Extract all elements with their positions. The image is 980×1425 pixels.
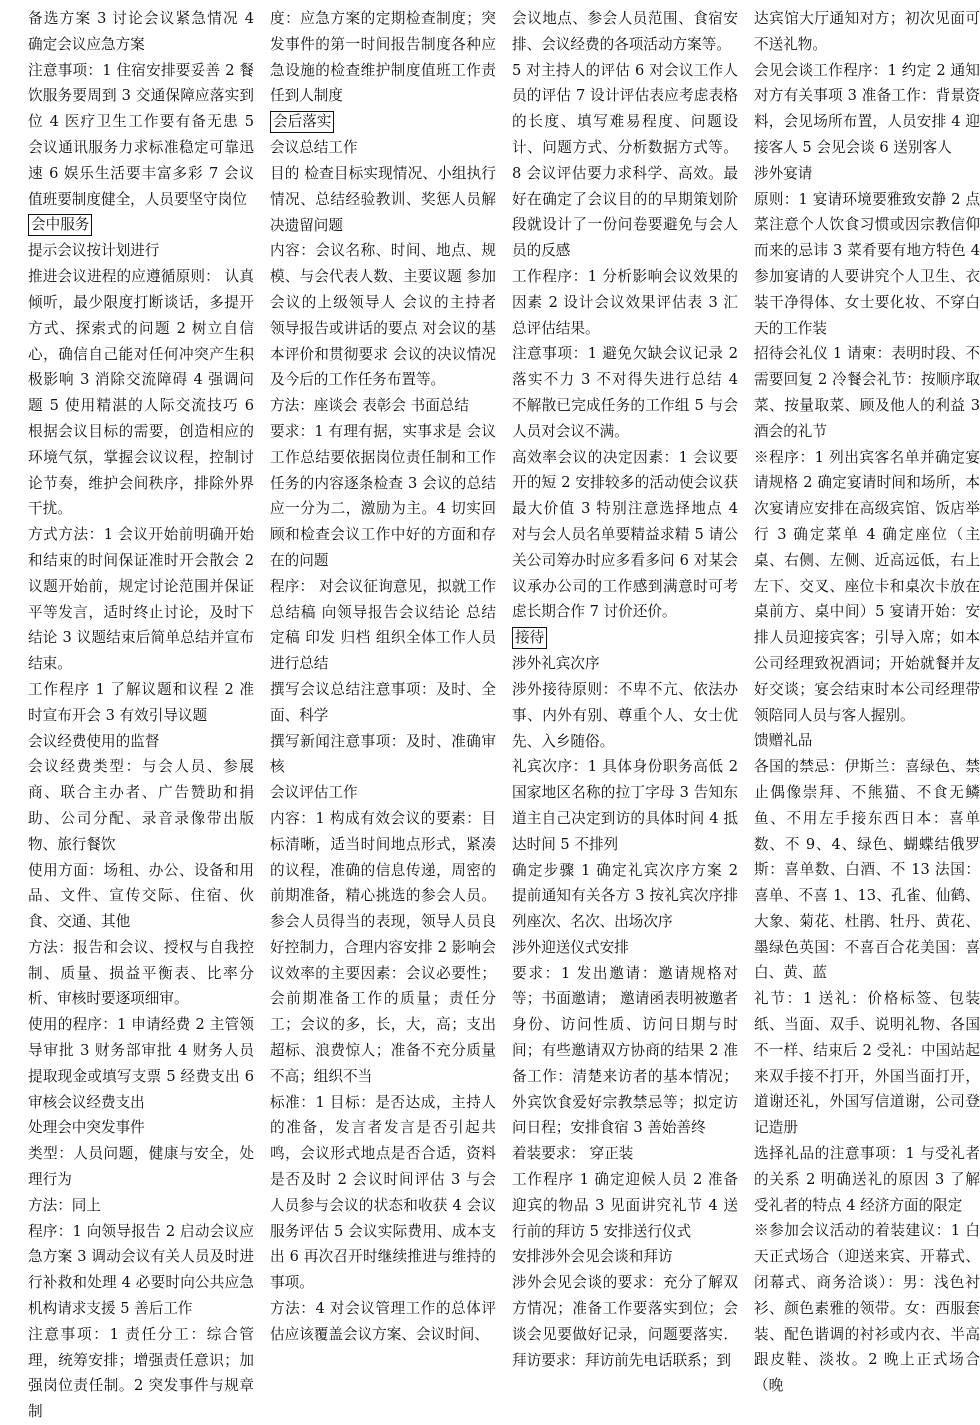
paragraph: 会议总结工作	[270, 139, 358, 157]
section-heading: 会中服务	[28, 214, 92, 236]
paragraph: 涉外接待原则：不卑不亢、依法办事、内外有别、尊重个人、女士优先、入乡随俗。	[512, 680, 738, 750]
paragraph: 着装要求： 穿正装	[512, 1145, 634, 1163]
paragraph: 撰写会议总结注意事项：及时、全面、科学	[270, 680, 496, 724]
paragraph: 涉外宴请	[754, 164, 813, 182]
paragraph: 选择礼品的注意事项：1 与受礼者的关系 2 明确送礼的原因 3 了解受礼者的特点 4 经济方面的限定	[754, 1145, 980, 1214]
paragraph: 会议经费类型：与会人员、参展商、联合主办者、广告赞助和捐助、公司分配、录音录像带出版物、旅行餐饮	[28, 758, 254, 853]
column-3	[512, 6, 738, 1425]
section-heading-wrap	[512, 625, 738, 651]
section-heading: 会后落实	[270, 111, 334, 133]
paragraph: 涉外礼宾次序	[512, 655, 600, 673]
section-heading-wrap	[28, 212, 254, 238]
paragraph: 达宾馆大厅通知对方；初次见面可不送礼物。	[754, 10, 980, 53]
paragraph: 提示会议按计划进行	[28, 242, 160, 260]
paragraph: 礼宾次序：1 具体身份职务高低 2 国家地区名称的拉丁字母 3 告知东道主自己决定到访的具体时间 4 抵达时间 5 不排列	[512, 758, 738, 853]
paragraph: 安排涉外会见会谈和拜访	[512, 1248, 673, 1266]
paragraph: 程序：1 向领导报告 2 启动会议应急方案 3 调动会议有关人员及时进行补救和处理 4 必要时向公共应急机构请求支援 5 善后工作	[28, 1222, 254, 1318]
paragraph: 涉外迎送仪式安排	[512, 938, 629, 956]
paragraph: 内容：1 构成有效会议的要素：目标清晰，适当时间地点形式，紧凑的议程，准确的信息传递，周密的前期准备，精心挑选的参会人员。参会人员得当的表现，领导人员良好控制力，合理内容安排 2 影响会议效率的主要因素：会议必要性；会前期准备工作的质量；责任分工；会议的多，长，大，高；支出超标、浪费惊人；准备不充分质量不高；组织不当	[270, 809, 496, 1085]
paragraph: 方法：同上	[28, 1196, 101, 1214]
paragraph: 工作程序 1 确定迎候人员 2 准备迎宾的物品 3 见面讲究礼节 4 送行前的拜访 5 安排送行仪式	[512, 1171, 738, 1240]
paragraph: 原则：1 宴请环境要雅致安静 2 点菜注意个人饮食习惯或因宗教信仰而来的忌讳 3 菜肴要有地方特色 4 参加宴请的人要讲究个人卫生、衣装干净得体、女士要化妆、不穿白天的工作装	[754, 190, 980, 337]
paragraph: 方法：座谈会 表彰会 书面总结	[270, 397, 469, 415]
paragraph: ※程序：1 列出宾客名单并确定宴请规格 2 确定宴请时间和场所，本次宴请应安排在高级宾馆、饭店举行 3 确定菜单 4 确定座位（主桌、右侧、左侧、近高远低，右上左下、交叉、座位卡和桌次卡放在桌前方、桌中间）5 宴请开始：安排人员迎接宾客；引导入席；如本公司经理致祝酒词；开始就餐并友好交谈；宴会结束时本公司经理带领陪同人员与客人握别。	[754, 448, 980, 724]
paragraph: 撰写新闻注意事项：及时、准确审核	[270, 732, 496, 776]
paragraph: 会议地点、参会人员范围、食宿安排、会议经费的各项活动方案等。	[512, 10, 738, 53]
paragraph: 招待会礼仪 1 请柬：表明时段、不需要回复 2 冷餐会礼节：按顺序取菜、按量取菜、顾及他人的利益 3 酒会的礼节	[754, 345, 980, 440]
paragraph: 内容：会议名称、时间、地点、规模、与会代表人数、主要议题 参加会议的上级领导人 会议的主持者 领导报告或讲话的要点 对会议的基本评价和贯彻要求 会议的决议情况及今后的工作任务布置等。	[270, 242, 496, 389]
paragraph: 推进会议进程的应遵循原则： 认真倾听，最少限度打断谈话，多提开方式、探索式的问题 2 树立自信心，确信自己能对任何冲突产生积极影响 3 消除交流障碍 4 强调问题 5 使用精湛的人际交流技巧 6 根据会议目标的需要，创造相应的环境气氛，掌握会议议程，控制讨论节奏，维护会间秩序，排除外界干扰。	[28, 268, 254, 518]
column-1	[28, 6, 254, 1425]
paragraph: 注意事项：1 责任分工：综合管理，统筹安排；增强责任意识；加强岗位责任制。2 突发事件与规章制	[28, 1325, 254, 1421]
paragraph: 高效率会议的决定因素：1 会议要开的短 2 安排较多的活动使会议获最大价值 3 特别注意选择地点 4 对与会人员名单要精益求精 5 请公关公司筹办时应多看多问 6 对某会议承办公司的工作感到满意时可考虑长期合作 7 讨价还价。	[512, 448, 738, 621]
paragraph: 使用的程序：1 申请经费 2 主管领导审批 3 财务部审批 4 财务人员提取现金或填写支票 5 经费支出 6 审核会议经费支出	[28, 1016, 254, 1111]
column-2	[270, 6, 496, 1425]
paragraph: 目的 检查目标实现情况、小组执行情况、总结经验教训、奖惩人员解决遗留问题	[270, 164, 496, 234]
paragraph: 要求：1 发出邀请：邀请规格对等；书面邀请； 邀请函表明被邀者身份、访问性质、访问日期与时间；有些邀请双方协商的结果 2 准备工作：清楚来访者的基本情况；外宾饮食爱好宗教禁忌等；拟定访问日程；安排食宿 3 善始善终	[512, 964, 738, 1137]
paragraph: 类型：人员问题，健康与安全，处理行为	[28, 1145, 254, 1189]
paragraph: 方法：4 对会议管理工作的总体评估应该覆盖会议方案、会议时间、	[270, 1300, 496, 1343]
paragraph: 方法：报告和会议、授权与自我控制、质量、损益平衡表、比率分析、审核时要逐项细审。	[28, 938, 254, 1008]
paragraph: 工作程序：1 分析影响会议效果的因素 2 设计会议效果评估表 3 汇总评估结果。	[512, 267, 738, 337]
paragraph: 方式方法：1 会议开始前明确开始和结束的时间保证准时开会散会 2 议题开始前，规定讨论范围并保证平等发言，适时终止讨论，及时下结论 3 议题结束后简单总结并宣布结束。	[28, 526, 254, 673]
paragraph: 注意事项：1 避免欠缺会议记录 2 落实不力 3 不对得失进行总结 4 不解散已完成任务的工作组 5 与会人员对会议不满。	[512, 345, 738, 440]
section-heading-wrap	[270, 109, 496, 135]
paragraph: 5 对主持人的评估 6 对会议工作人员的评估 7 设计评估表应考虑表格的长度、填写难易程度、问题设计、问题方式、分析数据方式等。8 会议评估要力求科学、高效。最好在确定了会议目的的早期策划阶段就设计了一份问卷要避免与会人员的反感	[512, 61, 738, 260]
paragraph: ※参加会议活动的着装建议：1 白天正式场合（迎送来宾、开幕式、闭幕式、商务洽谈）：男：浅色衬衫、颜色素雅的领带。女：西服套装、配色谐调的衬衫或内衣、半高跟皮鞋、淡妆。2 晚上正式场合（晚	[754, 1222, 980, 1395]
paragraph: 会见会谈工作程序：1 约定 2 通知对方有关事项 3 准备工作：背景资料，会见场所布置，人员安排 4 迎接客人 5 会见会谈 6 送别客人	[754, 61, 980, 156]
paragraph: 各国的禁忌：伊斯兰：喜绿色、禁止偶像崇拜、不熊猫、不食无鳞鱼、不用左手接东西日本：喜单数、不 9、4、绿色、蝴蝶结俄罗斯：喜单数、白酒、不 13 法国：喜单、不喜 1、13、孔雀、仙鹤、大象、菊花、杜鹃、牡丹、黄花、墨绿色英国：不喜百合花美国：喜白、黄、蓝	[754, 758, 980, 982]
column-4	[754, 6, 980, 1425]
paragraph: 会议经费使用的监督	[28, 732, 160, 750]
paragraph: 使用方面：场租、办公、设备和用品、文件、宣传交际、住宿、伙食、交通、其他	[28, 861, 254, 931]
paragraph: 注意事项：1 住宿安排要妥善 2 餐饮服务要周到 3 交通保障应落实到位 4 医疗卫生工作要有备无患 5 会议通讯服务力求标准稳定可靠迅速 6 娱乐生活要丰富多彩 7 会议值班要制度健全，人员要坚守岗位	[28, 61, 254, 208]
paragraph: 处理会中突发事件	[28, 1119, 145, 1137]
section-heading: 接待	[512, 627, 547, 649]
paragraph: 馈赠礼品	[754, 732, 813, 750]
paragraph: 度：应急方案的定期检查制度；突发事件的第一时间报告制度各种应急设施的检查维护制度值班工作责任到人制度	[270, 10, 496, 105]
paragraph: 要求：1 有理有据，实事求是 会议工作总结要依据岗位责任制和工作任务的内容逐条检查 3 会议的总结应一分为二，激励为主。4 切实回顾和检查会议工作中好的方面和存在的问题	[270, 422, 496, 569]
paragraph: 确定步骤 1 确定礼宾次序方案 2 提前通知有关各方 3 按礼宾次序排列座次、名次、出场次序	[512, 861, 738, 931]
paragraph: 备选方案 3 讨论会议紧急情况 4 确定会议应急方案	[28, 10, 254, 53]
paragraph: 程序： 对会议征询意见，拟就工作总结稿 向领导报告会议结论 总结定稿 印发 归档 组织全体工作人员进行总结	[270, 577, 496, 673]
paragraph: 礼节：1 送礼：价格标签、包装纸、当面、双手、说明礼物、各国不一样、结束后 2 受礼：中国站起来双手接不打开，外国当面打开，道谢还礼，外国写信道谢，公司登记造册	[754, 990, 980, 1137]
paragraph: 标准：1 目标：是否达成，主持人的准备，发言者发言是否引起共鸣，会议形式地点是否合适，资料是否及时 2 会议时间评估 3 与会人员参与会议的状态和收获 4 会议服务评估 5 会议实际费用、成本支出 6 再次召开时继续推进与维持的事项。	[270, 1093, 496, 1292]
paragraph: 会议评估工作	[270, 784, 358, 802]
paragraph: 涉外会见会谈的要求：充分了解双方情况；准备工作要落实到位；会谈会见要做好记录，问题要落实．拜访要求：拜访前先电话联系；到	[512, 1274, 738, 1369]
paragraph: 工作程序 1 了解议题和议程 2 准时宣布开会 3 有效引导议题	[28, 680, 254, 724]
